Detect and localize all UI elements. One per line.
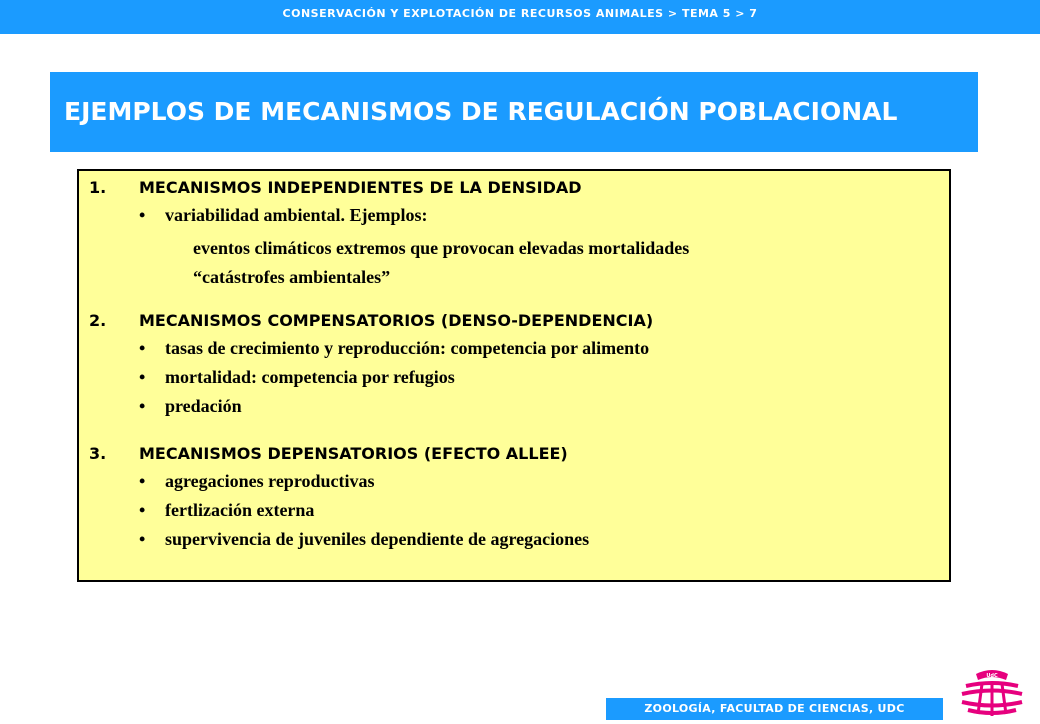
section-title: MECANISMOS INDEPENDIENTES DE LA DENSIDAD <box>139 178 582 197</box>
bullet-icon: • <box>139 396 146 416</box>
page-title: EJEMPLOS DE MECANISMOS DE REGULACIÓN POBLACIONAL <box>64 97 898 126</box>
section-heading <box>89 311 949 338</box>
section-number: 2. <box>89 311 107 330</box>
list-item-text: supervivencia de juveniles dependiente de agregaciones <box>165 529 590 549</box>
logo-svg <box>956 660 1028 720</box>
breadcrumb-bar <box>0 0 1040 34</box>
breadcrumb: CONSERVACIÓN Y EXPLOTACIÓN DE RECURSOS ANIMALES > TEMA 5 > 7 <box>282 7 758 20</box>
section-number: 1. <box>89 178 107 197</box>
list-item-text: agregaciones reproductivas <box>165 471 375 491</box>
sub-item: eventos climáticos extremos que provocan elevadas mortalidades <box>193 238 690 258</box>
bullet-icon: • <box>139 367 146 387</box>
list-item <box>89 529 949 558</box>
section-heading <box>89 178 949 205</box>
list-item <box>89 396 949 425</box>
bullet-icon: • <box>139 205 146 225</box>
list-item-text: predación <box>165 396 242 416</box>
list-item-text: variabilidad ambiental. Ejemplos: <box>165 205 428 225</box>
bullet-icon: • <box>139 471 146 491</box>
footer-text: ZOOLOGÍA, FACULTAD DE CIENCIAS, UDC <box>644 702 905 715</box>
list-item-text: fertlización externa <box>165 500 315 520</box>
bullet-icon: • <box>139 338 146 358</box>
bullet-icon: • <box>139 529 146 549</box>
list-item-text: mortalidad: competencia por refugios <box>165 367 455 387</box>
university-logo-icon <box>956 660 1028 720</box>
section-heading <box>89 444 949 471</box>
section-title: MECANISMOS DEPENSATORIOS (EFECTO ALLEE) <box>139 444 568 463</box>
list-item <box>89 500 949 529</box>
content-box <box>77 169 951 582</box>
list-item <box>89 338 949 367</box>
list-item <box>89 205 949 234</box>
svg-text:UdC: UdC <box>986 673 998 679</box>
section-number: 3. <box>89 444 107 463</box>
footer-bar <box>606 698 943 720</box>
section-title: MECANISMOS COMPENSATORIOS (DENSO-DEPENDENCIA) <box>139 311 654 330</box>
section-compensatory <box>89 311 949 425</box>
bullet-icon: • <box>139 500 146 520</box>
sub-item: “catástrofes ambientales” <box>193 267 391 287</box>
list-item <box>89 471 949 500</box>
section-independent <box>89 178 949 292</box>
list-item <box>89 367 949 396</box>
list-item-text: tasas de crecimiento y reproducción: competencia por alimento <box>165 338 650 358</box>
title-banner <box>50 72 978 152</box>
section-depensatory <box>89 444 949 558</box>
